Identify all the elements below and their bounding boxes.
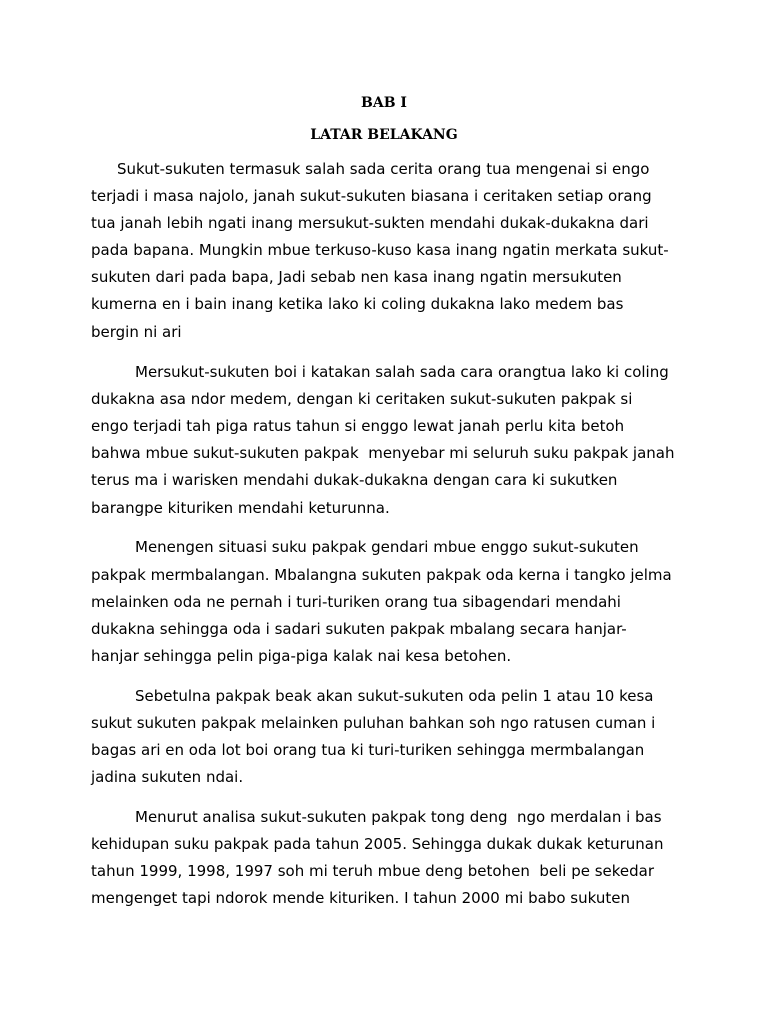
paragraph-2-line-4: bahwa mbue sukut-sukuten pakpak menyebar mi seluruh suku pakpak janah (91, 444, 675, 462)
section-title: LATAR BELAKANG (310, 127, 458, 143)
paragraph-3-line-2: pakpak mermbalangan. Mbalangna sukuten pakpak oda kerna i tangko jelma (91, 566, 672, 584)
paragraph-1-line-1: Sukut-sukuten termasuk salah sada cerita orang tua mengenai si engo (117, 160, 650, 178)
paragraph-1-line-5: sukuten dari pada bapa, Jadi sebab nen kasa inang ngatin mersukuten (91, 268, 622, 286)
paragraph-1-line-7: bergin ni ari (91, 323, 182, 341)
paragraph-1-line-6: kumerna en i bain inang ketika lako ki coling dukakna lako medem bas (91, 295, 624, 313)
chapter-heading: BAB I (361, 95, 407, 111)
paragraph-5-line-4: mengenget tapi ndorok mende kituriken. I tahun 2000 mi babo sukuten (91, 889, 630, 907)
paragraph-4-line-1: Sebetulna pakpak beak akan sukut-sukuten oda pelin 1 atau 10 kesa (135, 687, 654, 705)
paragraph-2-line-6: barangpe kituriken mendahi keturunna. (91, 499, 390, 517)
paragraph-2-line-5: terus ma i warisken mendahi dukak-dukakna dengan cara ki sukutken (91, 471, 618, 489)
paragraph-2-line-2: dukakna asa ndor medem, dengan ki ceritaken sukut-sukuten pakpak si (91, 390, 633, 408)
paragraph-3-line-5: hanjar sehingga pelin piga-piga kalak nai kesa betohen. (91, 647, 512, 665)
paragraph-4-line-4: jadina sukuten ndai. (91, 768, 244, 786)
paragraph-1-line-3: tua janah lebih ngati inang mersukut-sukten mendahi dukak-dukakna dari (91, 214, 649, 232)
paragraph-4-line-3: bagas ari en oda lot boi orang tua ki turi-turiken sehingga mermbalangan (91, 741, 645, 759)
paragraph-5-line-3: tahun 1999, 1998, 1997 soh mi teruh mbue deng betohen beli pe sekedar (91, 862, 655, 880)
paragraph-1-line-2: terjadi i masa najolo, janah sukut-sukuten biasana i ceritaken setiap orang (91, 187, 652, 205)
paragraph-3-line-1: Menengen situasi suku pakpak gendari mbue enggo sukut-sukuten (135, 538, 639, 556)
paragraph-2-line-1: Mersukut-sukuten boi i katakan salah sada cara orangtua lako ki coling (135, 363, 669, 381)
paragraph-2-line-3: engo terjadi tah piga ratus tahun si enggo lewat janah perlu kita betoh (91, 417, 625, 435)
paragraph-4-line-2: sukut sukuten pakpak melainken puluhan bahkan soh ngo ratusen cuman i (91, 714, 656, 732)
paragraph-3-line-3: melainken oda ne pernah i turi-turiken orang tua sibagendari mendahi (91, 593, 621, 611)
paragraph-3-line-4: dukakna sehingga oda i sadari sukuten pakpak mbalang secara hanjar- (91, 620, 627, 638)
paragraph-1-line-4: pada bapana. Mungkin mbue terkuso-kuso kasa inang ngatin merkata sukut- (91, 241, 669, 259)
paragraph-5-line-1: Menurut analisa sukut-sukuten pakpak tong deng ngo merdalan i bas (135, 808, 662, 826)
paragraph-5-line-2: kehidupan suku pakpak pada tahun 2005. Sehingga dukak dukak keturunan (91, 835, 664, 853)
